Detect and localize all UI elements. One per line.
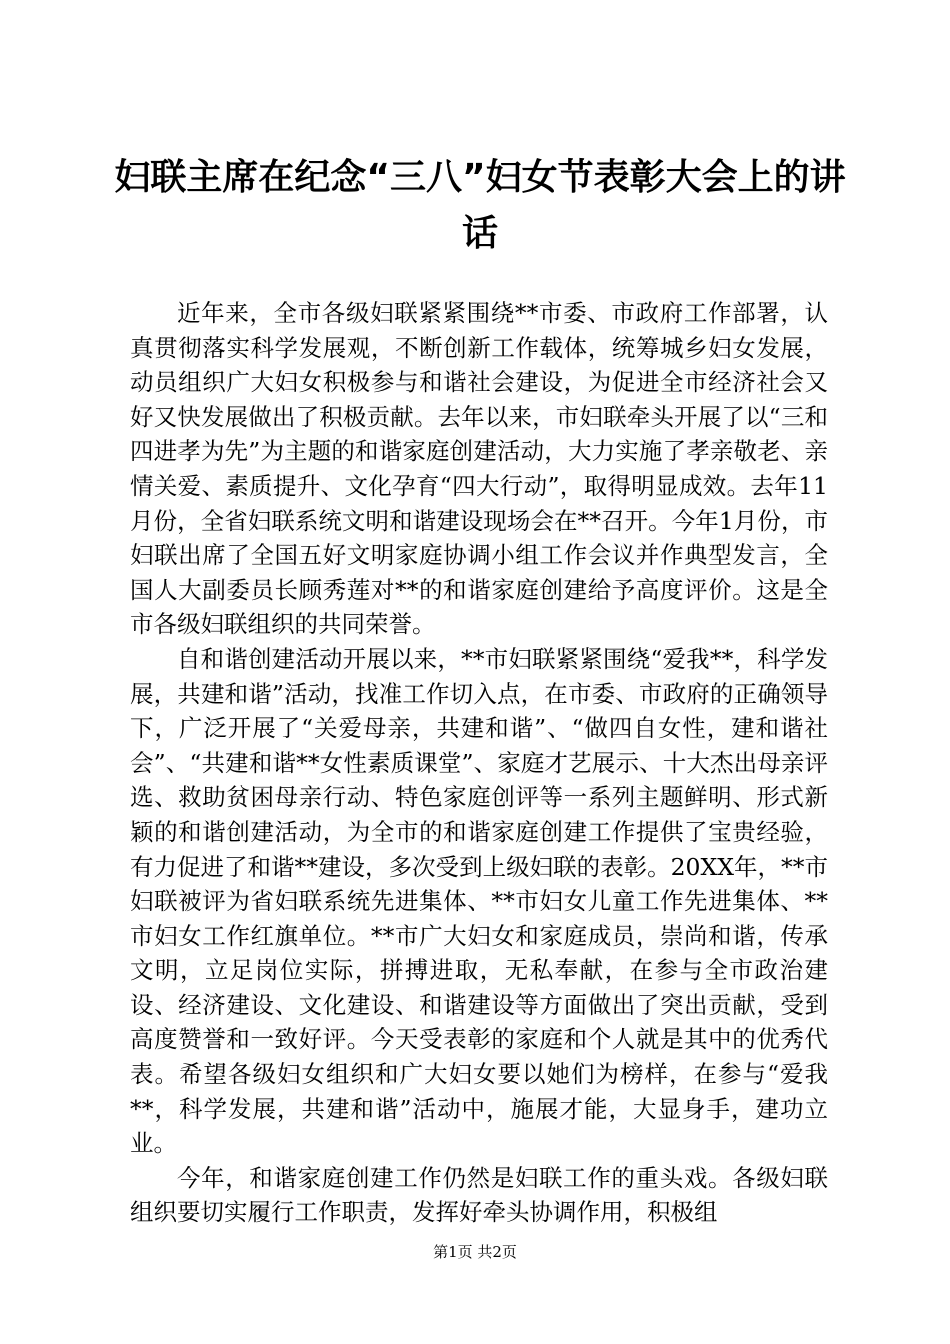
paragraph-3: 今年，和谐家庭创建工作仍然是妇联工作的重头戏。各级妇联组织要切实履行工作职责，发挥好牵头协调作用，积极组: [130, 1163, 828, 1227]
document-body: [130, 296, 828, 1230]
paragraph-1: 近年来，全市各级妇联紧紧围绕**市委、市政府工作部署，认真贯彻落实科学发展观，不断创新工作载体，统筹城乡妇女发展，动员组织广大妇女积极参与和谐社会建设，为促进全市经济社会又好又快发展做出了积极贡献。去年以来，市妇联牵头开展了以“三和四进孝为先”为主题的和谐家庭创建活动，大力实施了孝亲敬老、亲情关爱、素质提升、文化孕育“四大行动”，取得明显成效。去年11月份，全省妇联系统文明和谐建设现场会在**召开。今年1月份，市妇联出席了全国五好文明家庭协调小组工作会议并作典型发言，全国人大副委员长顾秀莲对**的和谐家庭创建给予高度评价。这是全市各级妇联组织的共同荣誉。: [130, 299, 828, 639]
page-number: 第1页 共2页: [433, 1243, 517, 1261]
paragraph-2: 自和谐创建活动开展以来，**市妇联紧紧围绕“爱我**，科学发展，共建和谐”活动，找准工作切入点，在市委、市政府的正确领导下，广泛开展了“关爱母亲，共建和谐”、“做四自女性，建和谐社会”、“共建和谐**女性素质课堂”、家庭才艺展示、十大杰出母亲评选、救助贫困母亲行动、特色家庭创评等一系列主题鲜明、形式新颖的和谐创建活动，为全市的和谐家庭创建工作提供了宝贵经验，有力促进了和谐**建设，多次受到上级妇联的表彰。20XX年，**市妇联被评为省妇联系统先进集体、**市妇女儿童工作先进集体、**市妇女工作红旗单位。**市广大妇女和家庭成员，崇尚和谐，传承文明，立足岗位实际，拼搏进取，无私奉献，在参与全市政治建设、经济建设、文化建设、和谐建设等方面做出了突出贡献，受到高度赞誉和一致好评。今天受表彰的家庭和个人就是其中的优秀代表。希望各级妇女组织和广大妇女要以她们为榜样，在参与“爱我**，科学发展，共建和谐”活动中，施展才能，大显身手，建功立业。: [130, 644, 828, 1158]
document-title: 妇联主席在纪念“三八”妇女节表彰大会上的讲话: [114, 157, 846, 254]
page-footer: [0, 1242, 950, 1262]
